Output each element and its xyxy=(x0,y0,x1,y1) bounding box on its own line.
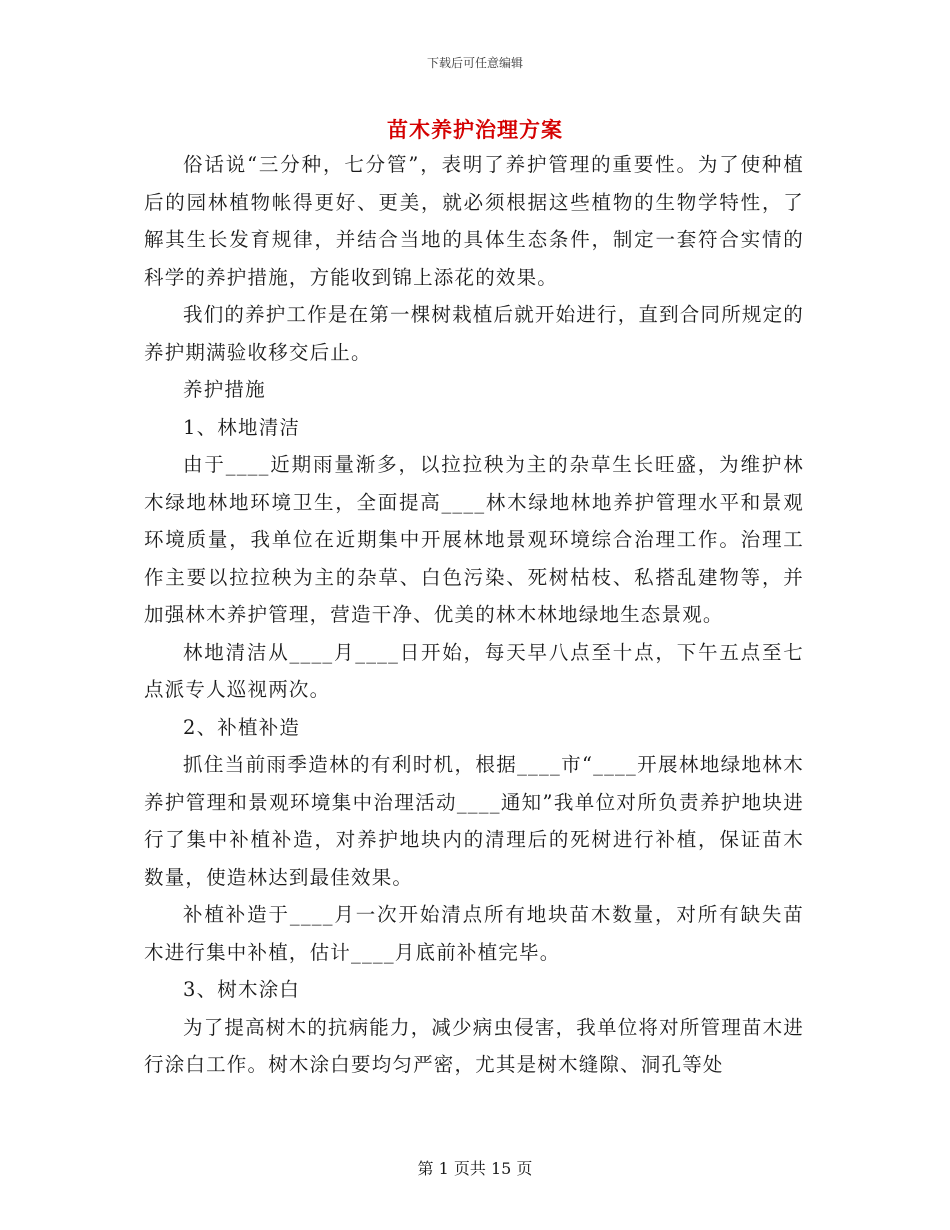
paragraph-3-body: 为了提高树木的抗病能力，减少病虫侵害，我单位将对所管理苗木进行涂白工作。树木涂白要均匀严密，尤其是树木缝隙、洞孔等处 xyxy=(144,1015,805,1076)
paragraph-2-body: 抓住当前雨季造林的有利时机，根据____市“____开展林地绿地林木养护管理和景观环境集中治理活动____通知”我单位对所负责养护地块进行了集中补植补造，对养护地块内的清理后的死树进行补植，保证苗木数量，使造林达到最佳效果。 xyxy=(144,753,804,889)
section-heading-3: 3、树木涂白 xyxy=(183,978,301,1001)
document-body xyxy=(144,146,804,1084)
paragraph-scope: 我们的养护工作是在第一棵树栽植后就开始进行，直到合同所规定的养护期满验收移交后止。 xyxy=(144,303,805,364)
paragraph-1-schedule: 林地清洁从____月____日开始，每天早八点至十点，下午五点至七点派专人巡视两次。 xyxy=(144,640,804,701)
paragraph-intro: 俗话说“三分种，七分管”，表明了养护管理的重要性。为了使种植后的园林植物帐得更好、更美，就必须根据这些植物的生物学特性，了解其生长发育规律，并结合当地的具体生态条件，制定一套符合实情的科学的养护措施，方能收到锦上添花的效果。 xyxy=(144,153,804,289)
paragraph-1-body: 由于____近期雨量渐多，以拉拉秧为主的杂草生长旺盛，为维护林木绿地林地环境卫生，全面提高____林木绿地林地养护管理水平和景观环境质量，我单位在近期集中开展林地景观环境综合治理工作。治理工作主要以拉拉秧为主的杂草、白色污染、死树枯枝、私搭乱建物等，并加强林木养护管理，营造干净、优美的林木林地绿地生态景观。 xyxy=(144,453,804,626)
document-title: 苗木养护治理方案 xyxy=(387,117,563,142)
section-heading-1: 1、林地清洁 xyxy=(183,415,301,439)
header-note: 下载后可任意编辑 xyxy=(426,56,523,70)
section-heading-2: 2、补植补造 xyxy=(183,715,301,739)
page-footer: 第 1 页共 15 页 xyxy=(417,1159,533,1178)
section-heading-measures: 养护措施 xyxy=(183,378,266,401)
paragraph-2-schedule: 补植补造于____月一次开始清点所有地块苗木数量，对所有缺失苗木进行集中补植，估计____月底前补植完毕。 xyxy=(144,903,804,964)
